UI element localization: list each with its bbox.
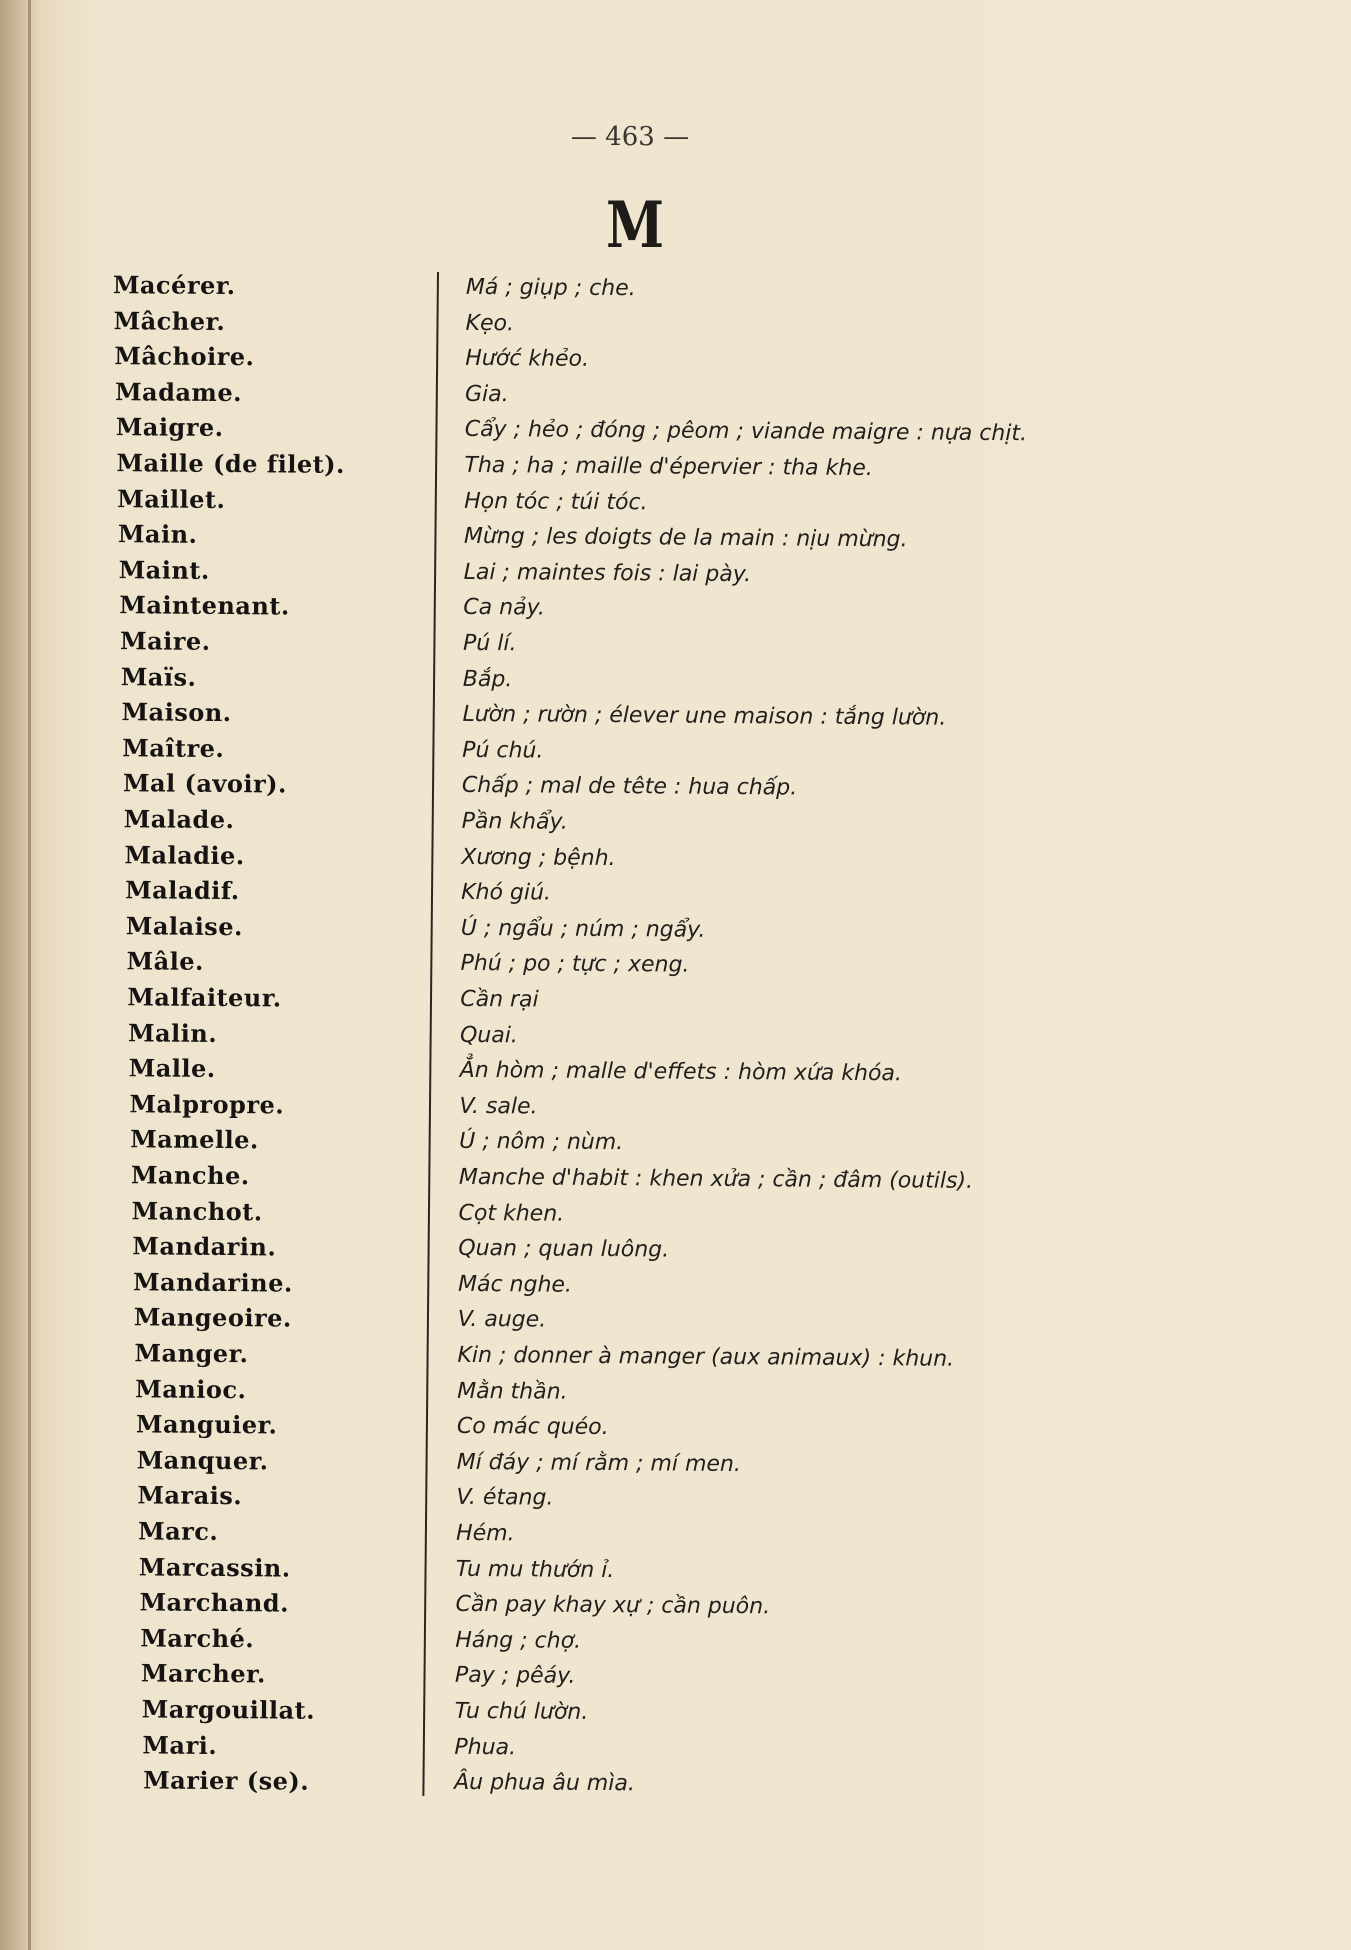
entry-translation: Mí đáy ; mí rằm ; mí men. [456, 1449, 742, 1477]
entry-translation: Quai. [459, 1022, 518, 1048]
entry-translation: Tha ; ha ; maille d'épervier : tha khe. [464, 452, 873, 482]
entry-headword: Maladie. [124, 839, 245, 870]
entry-headword: Margouillat. [141, 1694, 316, 1725]
entry-translation: Phú ; po ; tực ; xeng. [460, 951, 690, 979]
entry-headword: Marc. [137, 1516, 219, 1546]
entry-headword: Maître. [122, 732, 225, 763]
entry-translation: Chấp ; mal de tête : hua chấp. [461, 773, 798, 801]
entry-headword: Manioc. [135, 1373, 247, 1404]
entry-headword: Marais. [137, 1480, 243, 1511]
entry-headword: Mandarin. [132, 1231, 277, 1262]
entry-translation: Kin ; donner à manger (aux animaux) : khun. [457, 1342, 955, 1372]
entry-headword: Mari. [142, 1729, 218, 1760]
entry-headword: Malpropre. [129, 1089, 285, 1120]
entry-translation: Pú chú. [462, 737, 544, 764]
entry-translation: Ú ; ngẩu ; núm ; ngẩy. [460, 915, 706, 943]
entry-headword: Mamelle. [130, 1124, 259, 1155]
entry-headword: Marché. [140, 1623, 255, 1654]
entry-headword: Mâchoire. [114, 341, 255, 372]
entry-headword: Maison. [121, 697, 232, 728]
entry-translation: Co mác quéo. [456, 1414, 609, 1441]
entry-translation: Ẳn hòm ; malle d'effets : hòm xứa khóa. [459, 1058, 903, 1087]
entry-translation: V. sale. [459, 1093, 538, 1120]
entry-translation: Pay ; pêáy. [454, 1663, 576, 1690]
entry-headword: Malin. [127, 1017, 218, 1048]
entry-headword: Malaise. [125, 911, 244, 941]
entry-translation: Xương ; bệnh. [461, 844, 616, 871]
entry-headword: Mandarine. [132, 1267, 293, 1298]
entry-translation: Cẩy ; hẻo ; đóng ; pêom ; viande maigre : nựa chịt. [464, 417, 1028, 447]
entry-translation: Âu phua âu mìa. [454, 1770, 635, 1797]
entry-headword: Maillet. [117, 483, 226, 514]
entry-headword: Maladif. [125, 875, 240, 906]
entry-headword: Marcher. [140, 1658, 266, 1689]
entry-translation: Lườn ; rườn ; élever une maison : tắng lườn. [462, 702, 947, 731]
entry-translation: Gia. [464, 381, 509, 408]
entry-headword: Mâle. [126, 946, 205, 977]
entry-headword: Marchand. [139, 1587, 290, 1618]
entry-translation: Khó giú. [461, 880, 552, 906]
entry-headword: Manche. [130, 1160, 250, 1191]
entry-translation: Mác nghe. [457, 1271, 573, 1298]
entry-translation: Bắp. [462, 666, 513, 692]
entry-headword: Marier (se). [143, 1765, 310, 1796]
entry-headword: Maintenant. [119, 590, 290, 621]
entry-headword: Mâcher. [113, 305, 226, 336]
entry-translation: Hém. [455, 1520, 515, 1547]
entry-headword: Manquer. [136, 1445, 269, 1476]
entry-translation: Má ; giụp ; che. [465, 274, 636, 302]
entry-headword: Macérer. [112, 270, 236, 301]
entry-translation: Ca nảy. [463, 595, 546, 621]
section-letter: M [605, 188, 665, 263]
entry-headword: Manger. [134, 1338, 249, 1369]
entry-translation: Quan ; quan luông. [458, 1236, 670, 1263]
entry-headword: Madame. [114, 376, 243, 407]
entry-headword: Manguier. [135, 1409, 278, 1440]
entry-translation: Manche d'habit : khen xửa ; cần ; đâm (outils). [458, 1164, 974, 1194]
entry-translation: Tu mu thướn ỉ. [455, 1556, 615, 1583]
entry-translation: Họn tóc ; túi tóc. [464, 488, 648, 515]
entry-translation: Cần rại [460, 986, 539, 1013]
entry-translation: V. étang. [456, 1485, 554, 1511]
entry-headword: Main. [117, 519, 198, 549]
entry-headword: Maïs. [120, 661, 197, 692]
entry-translation: Háng ; chợ. [455, 1627, 582, 1654]
entry-translation: Cọt khen. [458, 1200, 565, 1227]
entry-translation: Tu chú lườn. [454, 1698, 589, 1725]
entry-headword: Maille (de filet). [116, 448, 346, 479]
entry-translation: Mằn thần. [457, 1378, 568, 1405]
entry-headword: Mangeoire. [133, 1302, 292, 1333]
entry-translation: Pú lí. [462, 630, 517, 657]
entry-translation: Hướć khẻo. [465, 346, 590, 373]
entry-headword: Malfaiteur. [127, 982, 282, 1013]
entry-translation: V. auge. [457, 1307, 547, 1333]
entry-translation: Cần pay khay xự ; cần puôn. [455, 1592, 771, 1620]
entry-headword: Mal (avoir). [122, 768, 288, 799]
entry-translation: Phua. [454, 1734, 517, 1760]
entry-headword: Marcassin. [138, 1551, 291, 1583]
page-number: — 463 — [570, 122, 690, 152]
entry-translation: Lai ; maintes fois : lai pày. [463, 559, 752, 587]
entry-headword: Maire. [119, 626, 211, 656]
entry-headword: Malade. [123, 804, 235, 835]
entry-headword: Maigre. [115, 412, 224, 443]
entry-translation: Pần khẩy. [461, 808, 568, 835]
entry-translation: Kẹo. [465, 310, 515, 336]
entry-headword: Manchot. [131, 1195, 263, 1226]
entry-headword: Maint. [118, 554, 210, 585]
entry-translation: Mừng ; les doigts de la main : nịu mừng. [463, 524, 908, 553]
entry-translation: Ú ; nôm ; nùm. [459, 1129, 624, 1156]
entry-headword: Malle. [128, 1053, 216, 1084]
